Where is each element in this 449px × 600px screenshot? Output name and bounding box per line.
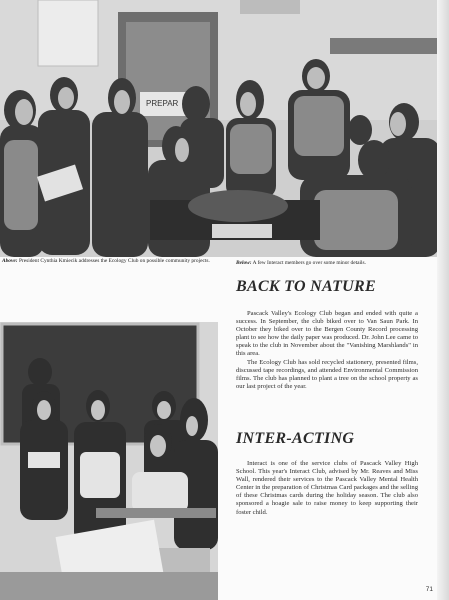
section-body-back-to-nature — [236, 310, 418, 391]
bottom-photo-caption — [236, 260, 436, 266]
section-body-inter-acting — [236, 460, 418, 517]
paragraph: Pascack Valley's Ecology Club began and ended with quite a success. In September, the club biked over to Van Saun Park. In October they biked over to the Bergen County Record processing plant to see how the daily paper was produced. Dr. John Lee came to speak to the club in November about the "Vanishing Marshlands" in this area. — [236, 310, 418, 358]
caption-text-above: President Cynthia Kmiecik addresses the Ecology Club on possible community projects. — [18, 258, 210, 264]
page-spine-edge — [437, 0, 449, 600]
caption-label-above: Above: — [2, 258, 18, 264]
section-heading-inter-acting: INTER-ACTING — [236, 430, 355, 447]
top-photo-caption — [2, 258, 227, 264]
paragraph: The Ecology Club has sold recycled stationery, presented films, discussed tape recordings, and attended Environmental Commission films. The club has planned to plant a tree on the school property as our last project of the year. — [236, 358, 418, 390]
page-number: 71 — [425, 586, 433, 593]
paragraph: Interact is one of the service clubs of Pascack Valley High School. This year's Interact Club, advised by Mr. Reaves and Miss Wall, rendered their services to the Pascack Valley Mental Health Center in the preparation of Christmas Card packages and the selling of these Christmas cards during the holiday season. The club also sponsored a hoagie sale to raise money to keep supporting their foster child. — [236, 460, 418, 516]
section-heading-back-to-nature: BACK TO NATURE — [236, 278, 376, 295]
ecology-club-photo — [0, 0, 440, 257]
caption-text-below: A few Interact members go over some minor details. — [252, 260, 366, 266]
interact-club-photo — [0, 322, 218, 600]
interact-club-photo-drawing — [0, 322, 218, 600]
door-sign-text: PREPAR — [146, 99, 179, 108]
caption-label-below: Below: — [236, 260, 252, 266]
ecology-club-photo-drawing — [0, 0, 440, 257]
